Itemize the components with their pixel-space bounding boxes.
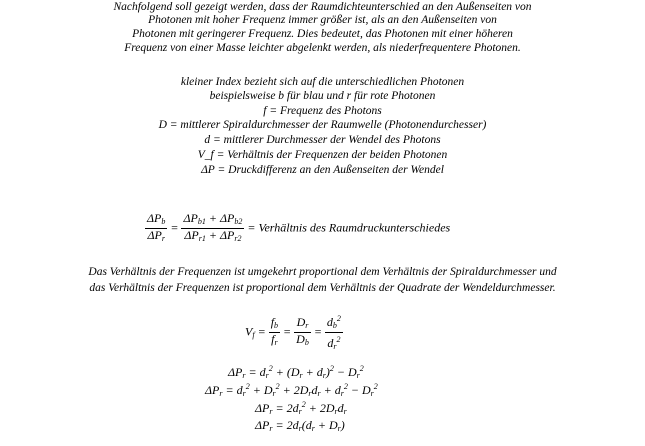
definition-line: D = mittlerer Spiraldurchmesser der Raumwelle (Photonendurchesser) — [158, 119, 487, 131]
statement-line: das Verhältnis der Frequenzen ist proportional dem Verhältnis der Quadrate der Wendeldurchmesser. — [89, 282, 556, 294]
intro-line: Nachfolgend soll gezeigt werden, dass der Raumdichteunterschied an den Außenseiten von — [113, 1, 532, 13]
definition-line: f = Frequenz des Photons — [263, 105, 382, 117]
derivation-line-3: $\Delta P_r = 2d_r^2 + 2D_rd_r$ — [255, 400, 347, 416]
definition-line: ΔP = Druckdifferenz an den Außenseiten der Wendel — [201, 164, 444, 176]
intro-line: Photonen mit hoher Frequenz immer größer ist, als an den Außenseiten von — [148, 14, 497, 26]
intro-line: Frequenz von einer Masse leichter abgelenkt werden, als niederfrequentere Photonen. — [124, 42, 521, 54]
definition-line: d = mittlerer Durchmesser der Wendel des Photons — [204, 134, 441, 146]
definition-line: kleiner Index bezieht sich auf die unterschiedlichen Photonen — [180, 76, 465, 88]
statement-line: Das Verhältnis der Frequenzen ist umgekehrt proportional dem Verhältnis der Spiraldurchmesser und — [88, 266, 557, 278]
intro-line: Photonen mit geringerer Frequenz. Dies bedeutet, das Photonen mit einer höheren — [132, 28, 513, 40]
ratio-formula: $\frac{\Delta P_b}{\Delta P_r}$ = $\frac{\Delta P_{b1} + \Delta P_{b2}}{\Delta P_{r1} + \Delta P_{r2}}$ = Verhältnis des Raumdruckunterschiedes — [147, 211, 451, 243]
definition-line: V_f = Verhältnis der Frequenzen der beiden Photonen — [197, 149, 448, 161]
ratio-label: Verhältnis des Raumdruckunterschiedes — [258, 220, 451, 235]
derivation-line-1: $\Delta P_r = d_r^2 + (D_r + d_r)^2 - D_r^2$ — [228, 364, 364, 380]
derivation-line-4: $\Delta P_r = 2d_r(d_r + D_r)$ — [255, 418, 345, 433]
frequency-ratio-formula: $V_f$ = $\frac{f_b}{f_r}$ = $\frac{D_r}{D_b}$ = $\frac{d_b^2}{d_r^2}$ — [245, 314, 341, 351]
derivation-line-2: $\Delta P_r = d_r^2 + D_r^2 + 2D_rd_r + d_r^2 - D_r^2$ — [205, 382, 378, 398]
definition-line: beispielsweise b für blau und r für rote Photonen — [209, 90, 436, 102]
